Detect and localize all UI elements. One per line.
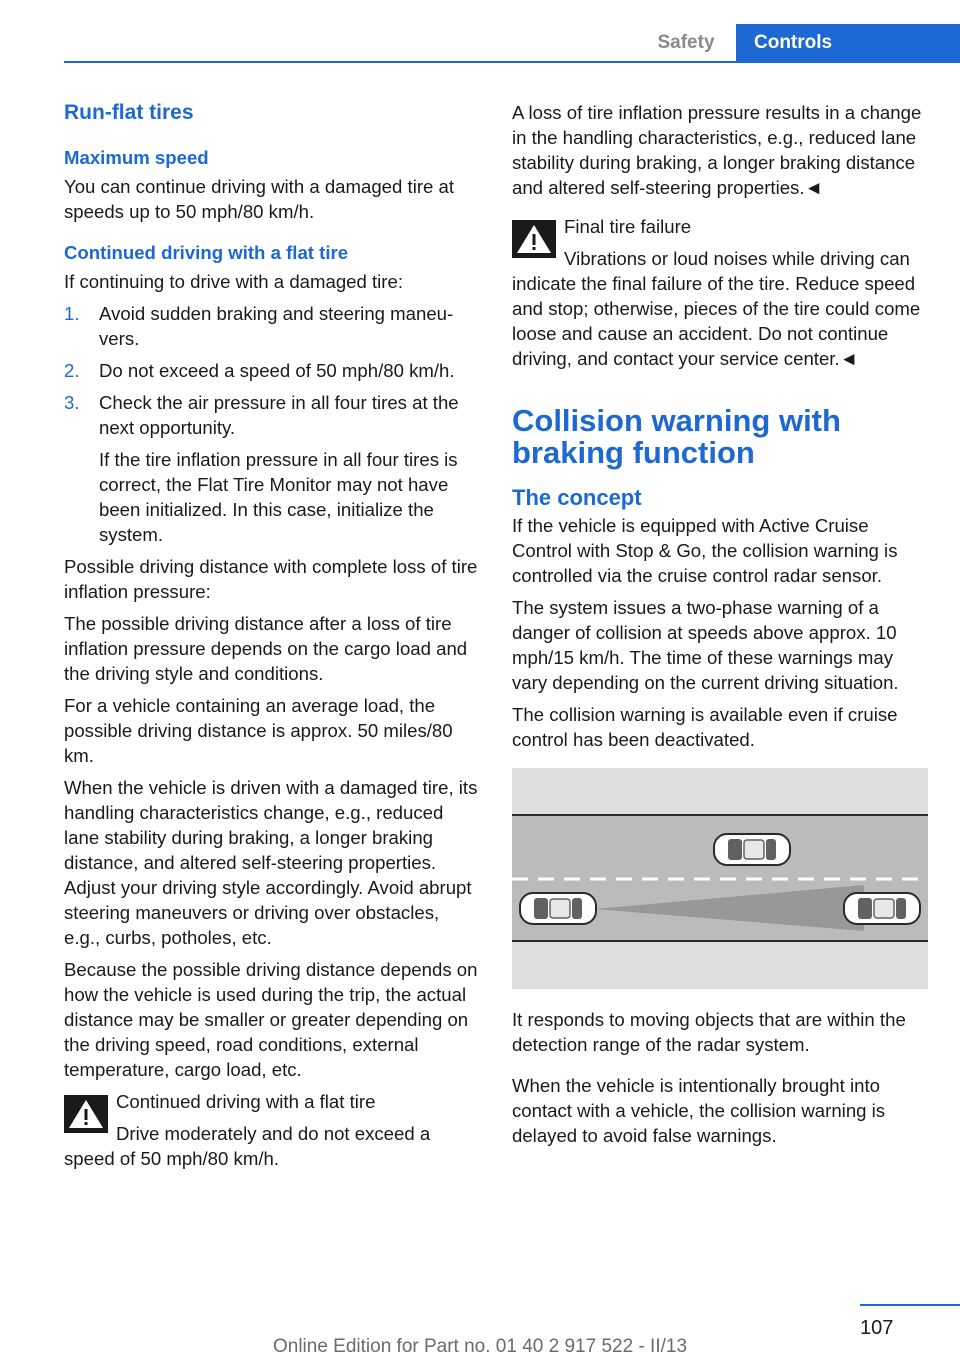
right-column <box>512 100 928 1155</box>
list-item <box>64 358 480 383</box>
list-item <box>64 390 480 547</box>
step-text: Do not exceed a speed of 50 mph/80 km/h. <box>99 360 455 381</box>
steps-list <box>64 301 480 547</box>
paragraph-loss: A loss of tire inflation pressure results in a change in the handling characteristics, e.g., reduced lane stability during braking, a longer braking distance and altered self-steering properties.◄ <box>512 102 922 198</box>
paragraph-two-phase: The system issues a two-phase warning of a danger of collision at speeds above approx. 10 mph/15 km/h. The time of these warnings may vary depending on the current driving situation. <box>512 597 899 693</box>
flat-tire-intro: If continuing to drive with a damaged tire: <box>64 271 404 292</box>
footer-edition: Online Edition for Part no. 01 40 2 917 522 - II/13 <box>272 1336 688 1357</box>
collision-warning-illustration <box>512 768 928 989</box>
warning-box-final-failure <box>512 214 928 371</box>
paragraph-intentional: When the vehicle is intentionally brought into contact with a vehicle, the collision warning is delayed to avoid false warnings. <box>512 1075 886 1146</box>
warning-icon <box>64 1095 108 1133</box>
warning-box-flat-tire <box>64 1089 480 1171</box>
paragraph-depends: The possible driving distance after a loss of tire inflation pressure depends on the cargo load and the driving style and conditions. <box>64 613 468 684</box>
step-number: 2. <box>64 360 80 381</box>
car-icon <box>714 834 790 865</box>
section-title-collision: Collision warning with braking function <box>512 403 841 470</box>
warning-text: Vibrations or loud noises while driving can indicate the final failure of the tire. Reduce speed and stop; otherwise, pieces of the tire could come loose and cause an accident. Do not continue driving, and contact your service center.◄ <box>512 248 921 369</box>
step-number: 1. <box>64 303 80 324</box>
heading-maximum-speed: Maximum speed <box>64 147 209 168</box>
paragraph-average: For a vehicle containing an average load, the possible driving distance is approx. 50 miles/80 km. <box>64 695 453 766</box>
step-text: Check the air pressure in all four tires at the next opportunity. <box>99 392 459 438</box>
warning-icon <box>512 220 556 258</box>
heading-flat-tire: Continued driving with a flat tire <box>64 242 349 263</box>
paragraph-distance: Possible driving distance with complete loss of tire inflation pressure: <box>64 556 478 602</box>
warning-text: Drive moderately and do not exceed a speed of 50 mph/80 km/h. <box>64 1123 431 1169</box>
tab-controls[interactable]: Controls <box>736 24 960 62</box>
max-speed-text: You can continue driving with a damaged tire at speeds up to 50 mph/80 km/h. <box>64 176 455 222</box>
warning-title: Final tire failure <box>564 216 692 237</box>
step-text: Avoid sudden braking and steering maneuvers. <box>99 303 454 349</box>
page-header <box>0 0 960 64</box>
footer-divider <box>860 1304 960 1306</box>
step-number: 3. <box>64 392 80 413</box>
car-icon <box>844 893 920 924</box>
page-number: 107 <box>860 1317 894 1339</box>
paragraph-damaged: When the vehicle is driven with a damaged tire, its handling characteristics change, e.g., reduced lane stability during braking, a longer braking distance, and altered self-steering properties. Adjust your driving style accordingly. Avoid abrupt steering maneuvers or driving over obstacles, e.g., curbs, potholes, etc. <box>64 777 478 948</box>
paragraph-because: Because the possible driving distance depends on how the vehicle is used during the trip, the actual distance may be smaller or greater depending on the driving speed, road conditions, external temperature, cargo load, etc. <box>64 959 478 1080</box>
warning-title: Continued driving with a flat tire <box>116 1091 376 1112</box>
car-icon <box>520 893 596 924</box>
list-item <box>64 301 480 351</box>
section-title-run-flat: Run-flat tires <box>64 101 194 124</box>
step-3-extra: If the tire inflation pressure in all four tires is correct, the Flat Tire Monitor may not have been initialized. In this case, initialize the system. <box>99 449 458 545</box>
left-column <box>64 100 480 1175</box>
header-divider <box>64 61 960 63</box>
heading-concept: The concept <box>512 485 642 510</box>
paragraph-available: The collision warning is available even if cruise control has been deactivated. <box>512 704 898 750</box>
paragraph-equipped: If the vehicle is equipped with Active Cruise Control with Stop & Go, the collision warning is controlled via the cruise control radar sensor. <box>512 515 898 586</box>
paragraph-responds: It responds to moving objects that are within the detection range of the radar system. <box>512 1009 906 1055</box>
tab-safety[interactable]: Safety <box>657 32 715 53</box>
